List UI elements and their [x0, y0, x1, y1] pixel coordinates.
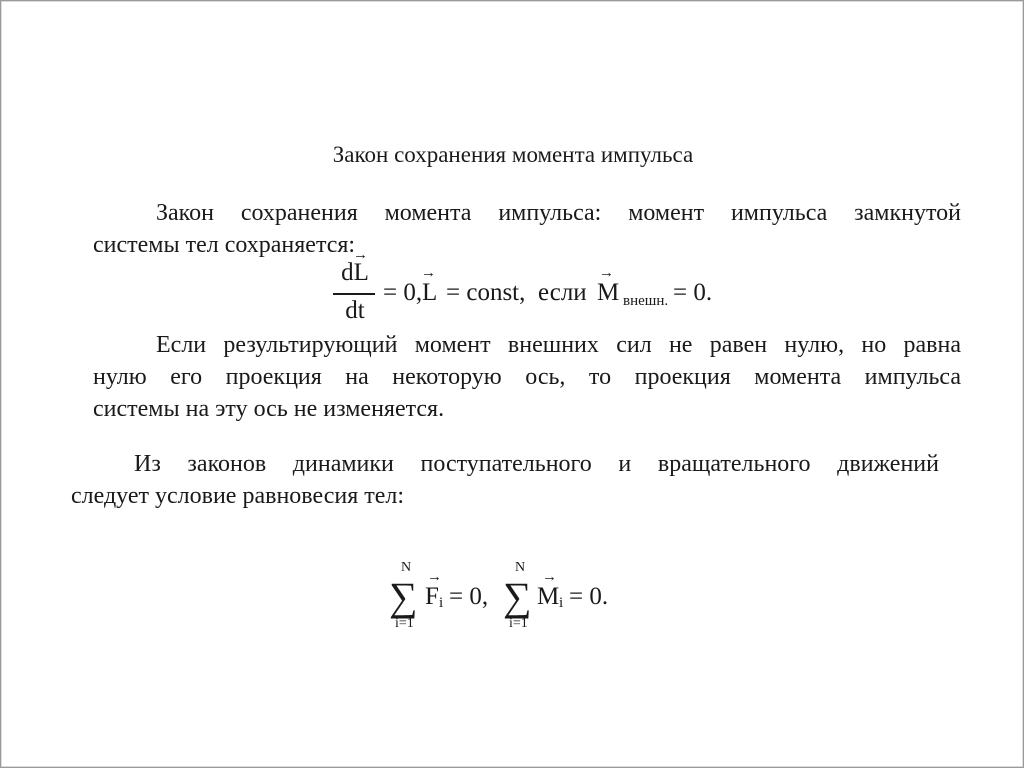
paragraph-projection [93, 329, 961, 425]
sum-lower-limit: i=1 [509, 616, 528, 631]
subscript-i: i [439, 595, 444, 611]
vector-M: M [537, 583, 560, 610]
vector-F: F [425, 583, 439, 610]
formula-eq-end: = 0. [673, 279, 713, 306]
paragraph-line: следует условие равновесия тел: [71, 483, 405, 509]
subscript-external: внешн. [623, 293, 669, 309]
page-title: Закон сохранения момента импульса [332, 142, 694, 167]
vector-L: L [422, 279, 438, 306]
sum-sign: ∑ [389, 574, 418, 619]
vector-arrow-icon: → [421, 265, 436, 281]
formula-eq-end: = 0. [569, 583, 609, 610]
formula-eq-const: = const, [446, 279, 526, 306]
paragraph-line: Закон сохранения момента импульса: момент импульса замкнутой [156, 200, 961, 226]
fraction-numerator: dL [341, 259, 369, 286]
sum-sign: ∑ [503, 574, 532, 619]
vector-arrow-icon: → [599, 265, 614, 281]
fraction-denominator: dt [345, 297, 365, 324]
vector-arrow-icon: → [427, 569, 442, 585]
vector-arrow-icon: → [542, 569, 557, 585]
paragraph-line: системы на эту ось не изменяется. [93, 396, 445, 422]
formula-eq-zero: = 0, [383, 279, 423, 306]
paragraph-line: Из законов динамики поступательного и вращательного движений [134, 451, 939, 477]
subscript-i: i [559, 595, 564, 611]
sum-upper-limit: N [515, 560, 526, 575]
paragraph-equilibrium [71, 448, 939, 512]
paragraph-conservation-law [93, 197, 961, 261]
vector-M: M [597, 279, 620, 306]
sum-upper-limit: N [401, 560, 412, 575]
paragraph-line: Если результирующий момент внешних сил не равен нулю, но равна [156, 332, 961, 358]
paragraph-line: системы тел сохраняется: [93, 232, 356, 258]
formula-eq-zero: = 0, [449, 583, 489, 610]
formula-if-word: если [538, 279, 587, 306]
fraction-bar [333, 293, 375, 295]
vector-arrow-icon: → [353, 247, 368, 263]
paragraph-line: нулю его проекция на некоторую ось, то проекция момента импульса [93, 364, 961, 390]
sum-lower-limit: i=1 [395, 616, 414, 631]
